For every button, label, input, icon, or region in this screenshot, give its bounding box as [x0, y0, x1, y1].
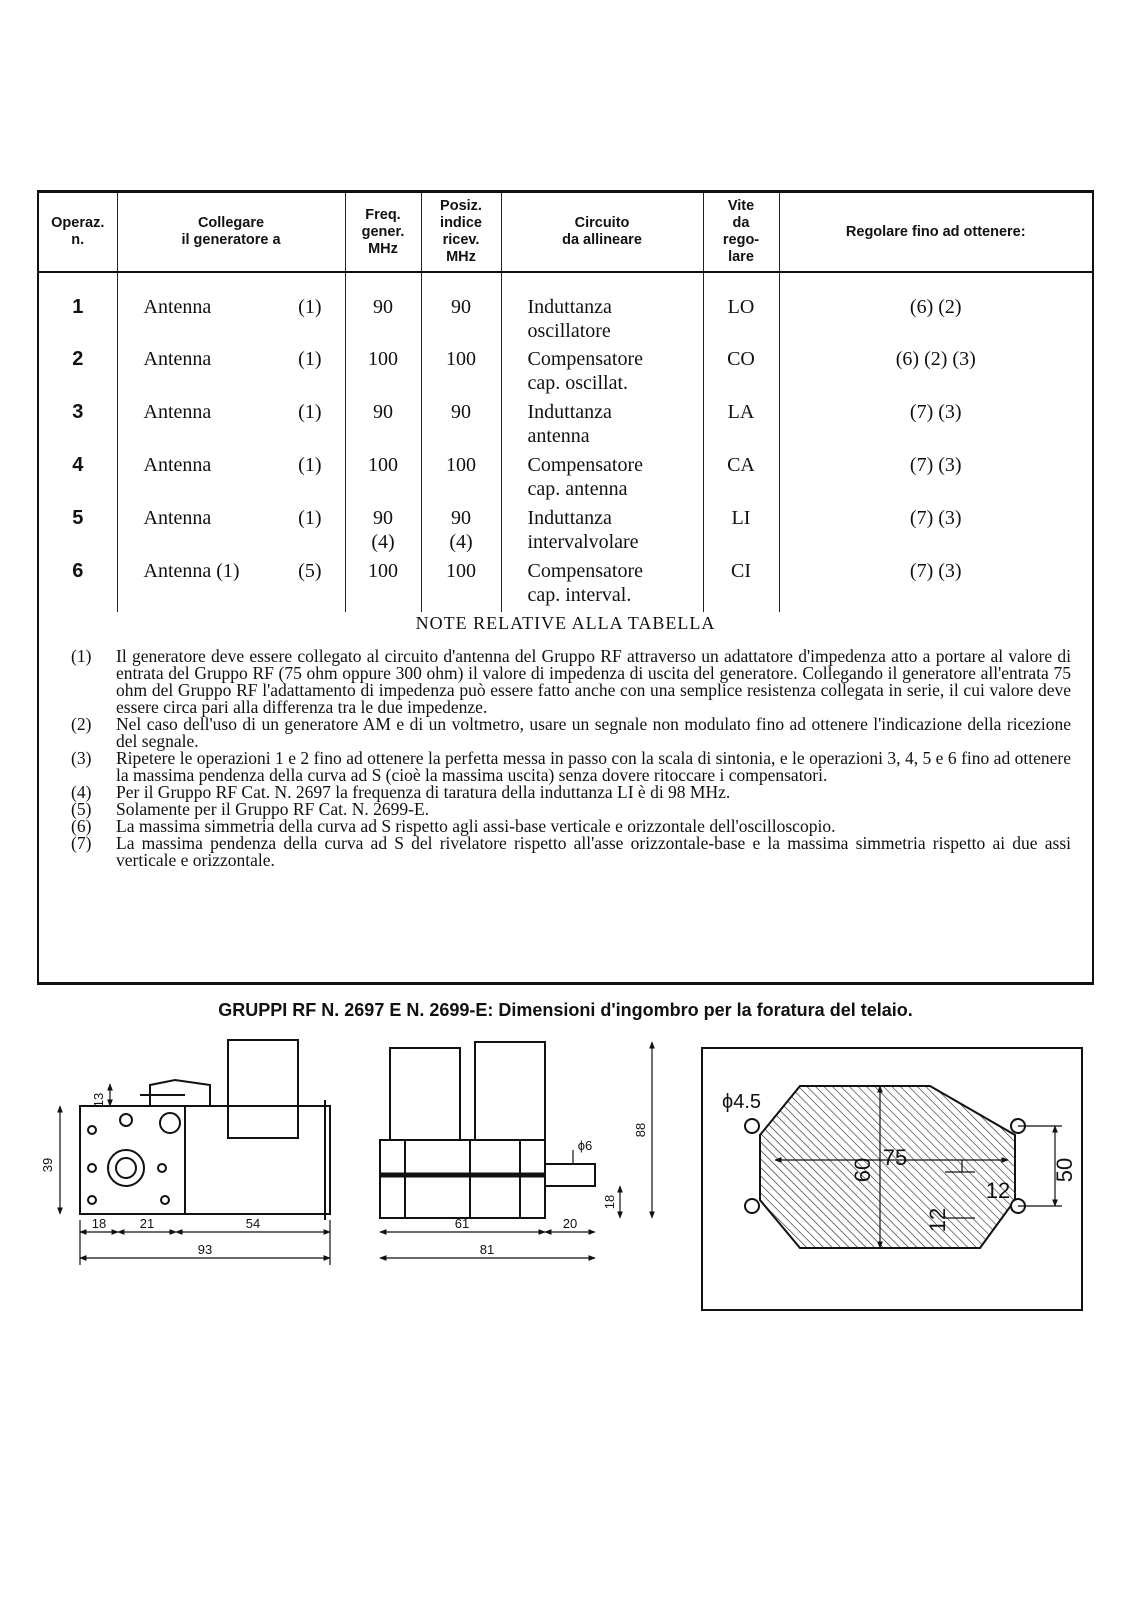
alignment-table-frame — [37, 190, 1094, 985]
op-number: 2 — [39, 347, 117, 400]
header-vite: Vite da rego- lare — [703, 193, 779, 272]
dim-60: 60 — [850, 1157, 875, 1183]
drawings-caption: GRUPPI RF N. 2697 E N. 2699-E: Dimensioni d'ingombro per la foratura del telaio. — [218, 1000, 913, 1020]
generator-cell: Antenna (1) (5) — [117, 559, 345, 612]
table-header-row — [39, 193, 1092, 272]
freq-cell: 100 — [345, 453, 421, 506]
header-pos: Posiz. indice ricev. MHz — [421, 193, 501, 272]
note-item: (4) Per il Gruppo RF Cat. N. 2697 la frequenza di taratura della induttanza LI è di 98 MHz. — [71, 782, 731, 802]
freq-cell: 90 — [345, 272, 421, 347]
notes-title: NOTE RELATIVE ALLA TABELLA — [415, 613, 716, 633]
pos-cell: 90 — [421, 400, 501, 453]
screw-cell: LO — [703, 272, 779, 347]
op-number: 5 — [39, 506, 117, 559]
mounting-plate-drawing — [702, 1048, 1082, 1310]
generator-cell: Antenna (1) — [117, 453, 345, 506]
dim-54: 54 — [245, 1216, 261, 1231]
screw-cell: LA — [703, 400, 779, 453]
note-item: (7) La massima pendenza della curva ad S del rivelatore rispetto all'asse orizzontale-base e la massima simmetria rispetto ai due assi verticale e orizzontale. — [71, 833, 1071, 870]
generator-cell: Antenna (1) — [117, 272, 345, 347]
header-freq: Freq. gener. MHz — [345, 193, 421, 272]
side-view-dimensions — [60, 1084, 330, 1265]
dim-39: 39 — [40, 1157, 55, 1173]
notes-list — [71, 648, 1071, 869]
dim-18: 18 — [91, 1216, 107, 1231]
table-row — [39, 272, 1092, 347]
generator-cell: Antenna (1) — [117, 347, 345, 400]
side-view-drawing — [80, 1040, 330, 1220]
op-number: 6 — [39, 559, 117, 612]
dim-d6: ϕ6 — [577, 1138, 593, 1153]
adjust-cell: (7) (3) — [909, 560, 962, 582]
alignment-table — [39, 193, 1092, 612]
circuit-cell: Compensatore cap. antenna — [501, 453, 703, 506]
dim-12h: 12 — [985, 1178, 1011, 1203]
dim-93: 93 — [197, 1242, 213, 1257]
pos-cell: 100 — [421, 453, 501, 506]
dim-20: 20 — [562, 1216, 578, 1231]
screw-cell: CA — [703, 453, 779, 506]
dim-hole: ϕ4.5 — [722, 1091, 762, 1113]
dim-18b: 18 — [602, 1194, 617, 1210]
dim-50: 50 — [1052, 1157, 1077, 1183]
freq-cell: 100 — [345, 347, 421, 400]
note-item: (2) Nel caso dell'uso di un generatore AM e di un voltmetro, usare un segnale non modulato fino ad ottenere l'indicazione della ricezione del segnale. — [71, 714, 1071, 751]
table-row — [39, 400, 1092, 453]
circuit-cell: Induttanza oscillatore — [501, 272, 703, 347]
dim-75: 75 — [882, 1145, 908, 1170]
header-reg: Regolare fino ad ottenere: — [779, 193, 1092, 272]
dim-13: 13 — [91, 1092, 106, 1108]
screw-cell: LI — [703, 506, 779, 559]
dimension-drawings — [0, 1030, 1131, 1370]
header-gen: Collegare il generatore a — [117, 193, 345, 272]
adjust-cell: (6) (2) (3) — [895, 348, 976, 370]
freq-cell: 90 (4) — [345, 506, 421, 559]
dim-21: 21 — [139, 1216, 155, 1231]
freq-cell: 100 — [345, 559, 421, 612]
note-item: (3) Ripetere le operazioni 1 e 2 fino ad ottenere la perfetta messa in passo con la scala di sintonia, e le operazioni 3, 4, 5 e 6 fino ad ottenere la massima pendenza della curva ad S (cioè la massima uscita) senza dovere ritoccare i compensatori. — [71, 748, 1071, 785]
note-item: (1) Il generatore deve essere collegato al circuito d'antenna del Gruppo RF attraverso un adattatore d'impedenza atto a portare al valore di entrata del Gruppo RF (75 ohm oppure 300 ohm) il valore di impedenza di uscita del generatore. Collegando il generatore all'entrata 75 ohm del Gruppo RF l'adattamento di impedenza può essere fatto anche con una semplice resistenza collegata in serie, il cui valore deve essere circa pari alla differenza tra le due impedenze. — [71, 646, 1071, 717]
generator-cell: Antenna (1) — [117, 400, 345, 453]
circuit-cell: Induttanza intervalvolare — [501, 506, 703, 559]
screw-cell: CO — [703, 347, 779, 400]
adjust-cell: (7) (3) — [909, 507, 962, 529]
circuit-cell: Compensatore cap. interval. — [501, 559, 703, 612]
header-circ: Circuito da allineare — [501, 193, 703, 272]
dim-81: 81 — [479, 1242, 495, 1257]
circuit-cell: Compensatore cap. oscillat. — [501, 347, 703, 400]
dim-12v: 12 — [925, 1207, 950, 1233]
generator-cell: Antenna (1) — [117, 506, 345, 559]
dim-61: 61 — [454, 1216, 470, 1231]
adjust-cell: (7) (3) — [909, 454, 962, 476]
note-item: (6) La massima simmetria della curva ad S rispetto agli assi-base verticale e orizzontale dell'oscilloscopio. — [71, 816, 836, 836]
pos-cell: 100 — [421, 559, 501, 612]
front-view-labels — [455, 1123, 648, 1257]
table-row — [39, 506, 1092, 559]
front-view-dimensions — [380, 1042, 652, 1258]
adjust-cell: (6) (2) — [909, 296, 962, 318]
pos-cell: 90 (4) — [421, 506, 501, 559]
freq-cell: 90 — [345, 400, 421, 453]
screw-cell: CI — [703, 559, 779, 612]
dim-88: 88 — [633, 1122, 648, 1138]
table-row — [39, 559, 1092, 612]
op-number: 1 — [39, 272, 117, 347]
note-item: (5) Solamente per il Gruppo RF Cat. N. 2699-E. — [71, 799, 430, 819]
table-row — [39, 453, 1092, 506]
adjust-cell: (7) (3) — [909, 401, 962, 423]
circuit-cell: Induttanza antenna — [501, 400, 703, 453]
pos-cell: 100 — [421, 347, 501, 400]
front-view-drawing — [380, 1042, 595, 1218]
op-number: 4 — [39, 453, 117, 506]
pos-cell: 90 — [421, 272, 501, 347]
op-number: 3 — [39, 400, 117, 453]
header-op: Operaz. n. — [39, 193, 117, 272]
table-row — [39, 347, 1092, 400]
